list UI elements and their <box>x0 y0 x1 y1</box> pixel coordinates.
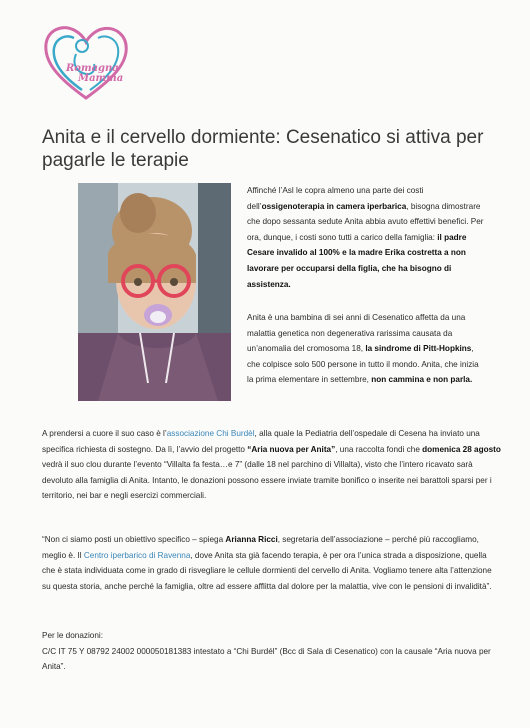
article-title: Anita e il cervello dormiente: Cesenatico si attiva per pagarle le terapie <box>42 127 484 171</box>
paragraph-diagnosis: Anita è una bambina di sei anni di Cesenatico affetta da una malattia genetica non degenerativa rarissima causata da un’anomalia del cromosoma 18, la sindrome di Pitt-Hopkins, che colpisce solo 500 persone in tutto il mondo. Anita, che inizia la prima elementare in settembre, non cammina e non parla. <box>247 313 479 385</box>
brand-logo <box>38 20 134 104</box>
association-link[interactable]: associazione Chi Burdèl <box>166 429 255 438</box>
paragraph-quote: “Non ci siamo posti un obiettivo specifico – spiega Arianna Ricci, segretaria dell’associazione – perché più raccogliamo, meglio è. Il Centro iperbarico di Ravenna, dove Anita sta già facendo terapia, è per ora l’unica strada a disposizione, quella che è stata individuata come in grado di risvegliare le cellule dormienti del cervello di Anita. Vogliamo tenere alta l’attenzione su questa storia, anche perché la famiglia, oltre ad essere afflitta dal dolore per la malattia, vive con le pensioni di invalidità”. <box>42 535 492 591</box>
hyperbaric-center-link[interactable]: Centro iperbarico di Ravenna <box>83 550 191 560</box>
article-photo <box>78 183 231 401</box>
brand-line2: Mamma <box>78 73 124 84</box>
heart-logo-icon <box>38 20 134 104</box>
bank-details: C/C IT 75 Y 08792 24002 000050181383 intestato a “Chi Burdél” (Bcc di Sala di Cesenatico) con la causale “Aria nuova per Anita”. <box>42 646 491 672</box>
brand-wordmark <box>66 64 146 84</box>
donations-heading: Per le donazioni: <box>42 631 103 640</box>
paragraph-costs: Affinché l’Asl le copra almeno una parte dei costi dell’ossigenoterapia in camera iperbarica, bisogna dimostrare che dopo sessanta sedute Anita abbia avuto effettivi benefici. Per ora, dunque, i costi sono tutti a carico della famiglia: il padre Cesare invalido al 100% e la madre Erika costretta a non lavorare per occuparsi della figlia, che ha bisogno di assistenza. <box>247 186 484 289</box>
paragraph-donations <box>42 628 502 675</box>
brand-line1: Romagna <box>66 63 119 74</box>
paragraph-association: A prendersi a cuore il suo caso è l’associazione Chi Burdèl, alla quale la Pediatria dell’ospedale di Cesena ha inviato una specifica richiesta di sostegno. Da lì, l’avvio del progetto “Aria nuova per Anita”, una raccolta fondi che domenica 28 agosto vedrà il suo clou durante l’evento “Villalta fa festa…e 7” (dalle 18 nel parchino di Villalta), visto che l’intero ricavato sarà devoluto alla famiglia di Anita. Intanto, le donazioni possono essere inviate tramite bonifico o inserite nei barattoli sparsi per i territorio, nei bar e negli esercizi commerciali. <box>42 429 501 501</box>
